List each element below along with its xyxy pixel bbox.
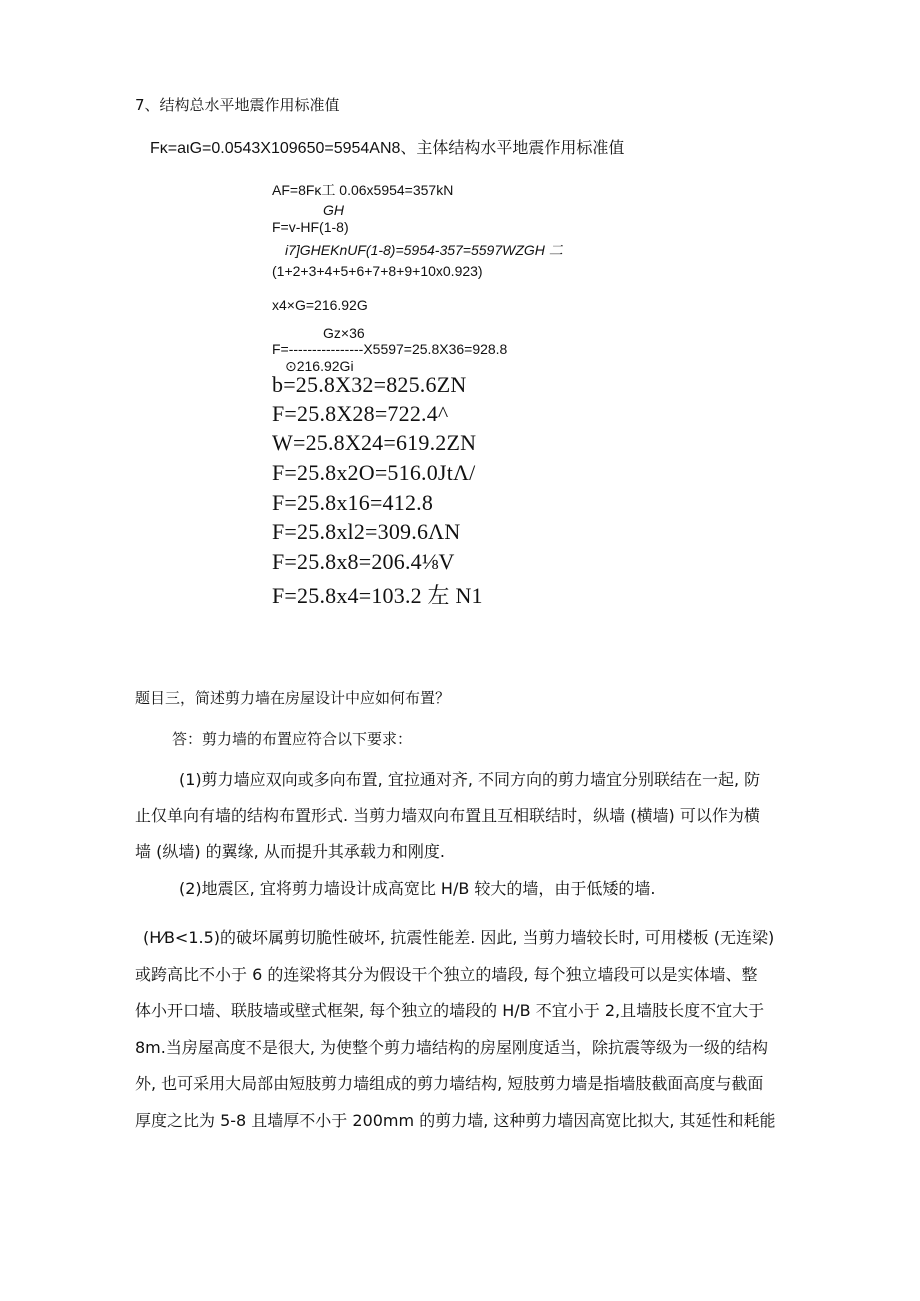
result-line: F=25.8x16=412.8	[272, 490, 434, 515]
result-line: W=25.8X24=619.2ZN	[272, 430, 477, 455]
paragraph-line: 或跨高比不小于 6 的连梁将其分为假设干个独立的墙段, 每个独立墙段可以是实体墙、整	[135, 965, 758, 984]
formula-af: AF=8Fκ工 0.06x5954=357kN	[272, 182, 454, 198]
paragraph-line: (1)剪力墙应双向或多向布置, 宜拉通对齐, 不同方向的剪力墙宜分别联结在一起, 防	[179, 770, 761, 789]
paragraph-line: 体小开口墙、联肢墙或壁式框架, 每个独立的墙段的 H/B 不宜小于 2,且墙肢长度不宜大于	[135, 1001, 765, 1020]
result-line: F=25.8x4=103.2 左 N1	[272, 583, 483, 608]
formula-sum: (1+2+3+4+5+6+7+8+9+10x0.923)	[272, 263, 483, 279]
paragraph-line: 外, 也可采用大局部由短肢剪力墙组成的剪力墙结构, 短肢剪力墙是指墙肢截面高度与截面	[135, 1074, 764, 1093]
paragraph-line: 止仅单向有墙的结构布置形式. 当剪力墙双向布置且互相联结时，纵墙 (横墙) 可以作为横	[135, 806, 760, 825]
formula-gh: GH	[323, 202, 344, 218]
result-line: F=25.8X28=722.4^	[272, 401, 449, 426]
paragraph-line: (H⁄B<1.5)的破坏属剪切脆性破坏, 抗震性能差. 因此, 当剪力墙较长时, 可用楼板 (无连梁)	[143, 928, 775, 947]
paragraph-line: 厚度之比为 5-8 且墙厚不小于 200mm 的剪力墙, 这种剪力墙因高宽比拟大, 其延性和耗能	[135, 1111, 776, 1130]
formula-line: Fκ=aιG=0.0543X109650=5954AN8、主体结构水平地震作用标准值	[150, 140, 625, 157]
question-title: 题目三，简述剪力墙在房屋设计中应如何布置？	[135, 689, 451, 707]
section-heading: 7、结构总水平地震作用标准值	[135, 96, 340, 114]
formula-i7: i7]GHEKnUF(1-8)=5954-357=5597WZGH 二	[285, 242, 563, 258]
result-line: F=25.8x2O=516.0JtΛ/	[272, 460, 476, 485]
result-line: F=25.8x8=206.4⅛V	[272, 549, 455, 574]
formula-fraction: F=----------------X5597=25.8X36=928.8	[272, 341, 508, 357]
result-line: F=25.8xl2=309.6ΛN	[272, 519, 461, 544]
formula-denominator: ⊙216.92Gi	[285, 358, 354, 374]
formula-x4g: x4×G=216.92G	[272, 297, 368, 313]
answer-intro: 答：剪力墙的布置应符合以下要求：	[172, 730, 413, 748]
formula-f-vhf: F=v-HF(1-8)	[272, 219, 349, 235]
paragraph-line: (2)地震区, 宜将剪力墙设计成高宽比 H/B 较大的墙，由于低矮的墙.	[179, 879, 656, 898]
paragraph-line: 墙 (纵墙) 的翼缘, 从而提升其承载力和刚度.	[135, 842, 445, 861]
paragraph-line: 8m.当房屋高度不是很大, 为使整个剪力墙结构的房屋刚度适当，除抗震等级为一级的结构	[135, 1038, 769, 1057]
result-line: b=25.8X32=825.6ZN	[272, 372, 467, 397]
formula-gz36: Gz×36	[323, 325, 365, 341]
